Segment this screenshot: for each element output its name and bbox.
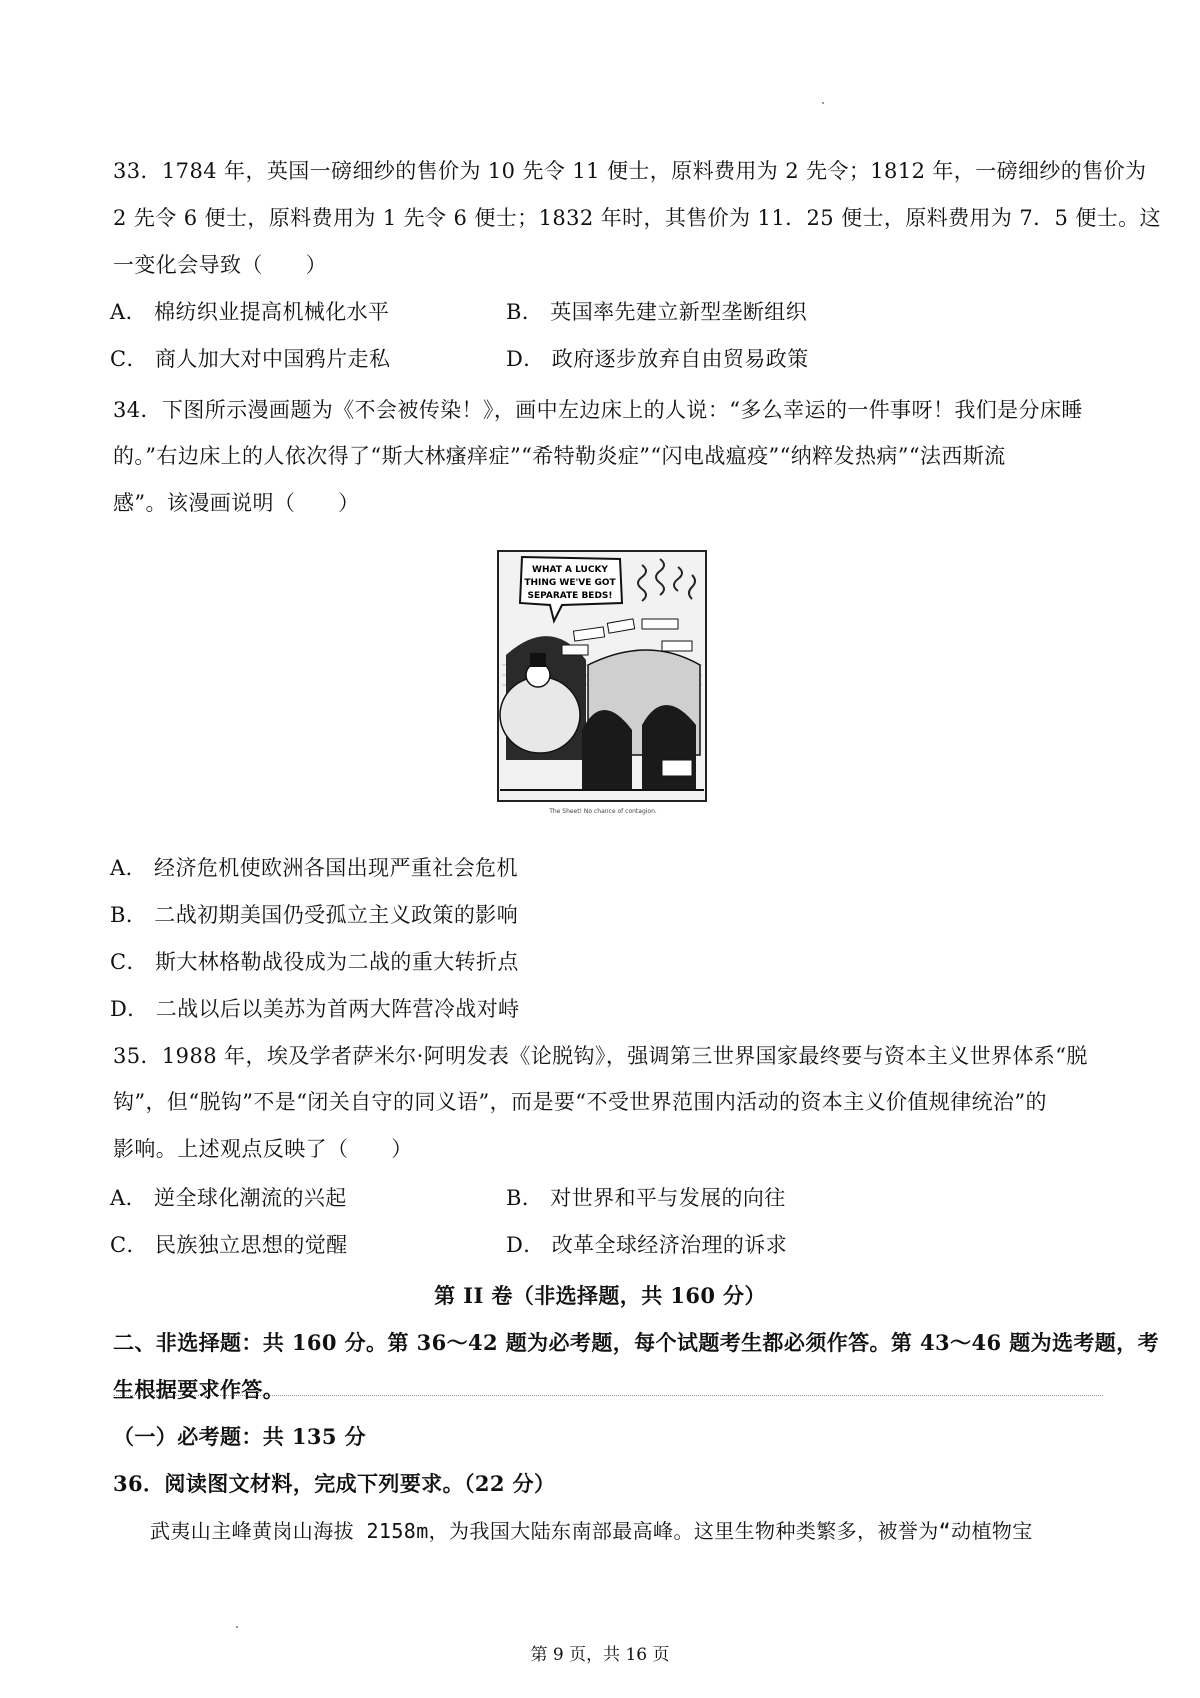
q34-option-a: A． 经济危机使欧洲各国出现严重社会危机 xyxy=(110,856,518,880)
cartoon-speech-line-1: WHAT A LUCKY xyxy=(532,565,608,575)
q33-stem-line-2: 2 先令 6 便士，原料费用为 1 先令 6 便士；1832 年时，其售价为 11．25 便士，原料费用为 7．5 便士。这 xyxy=(113,206,1161,230)
q34-stem-line-2: 的。”右边床上的人依次得了“斯大林瘙痒症”“希特勒炎症”“闪电战瘟疫”“纳粹发热病”“法西斯流 xyxy=(113,444,1006,468)
cartoon-speech-line-3: SEPARATE BEDS! xyxy=(527,591,613,601)
scan-speck xyxy=(822,102,824,104)
q35-stem-line-1: 35．1988 年，埃及学者萨米尔·阿明发表《论脱钩》，强调第三世界国家最终要与资本主义世界体系“脱 xyxy=(113,1044,1088,1068)
section-ii-title: 第 II 卷（非选择题，共 160 分） xyxy=(434,1283,766,1308)
q34-stem-line-1: 34．下图所示漫画题为《不会被传染！》，画中左边床上的人说：“多么幸运的一件事呀！我们是分床睡 xyxy=(113,398,1083,422)
cartoon-image xyxy=(492,545,714,820)
q33-stem-line-3: 一变化会导致（ ） xyxy=(113,253,327,277)
q35-stem-line-3: 影响。上述观点反映了（ ） xyxy=(113,1137,413,1161)
section-ii-intro-line-2: 生根据要求作答。 xyxy=(113,1377,285,1402)
scan-speck xyxy=(236,1626,238,1628)
q33-stem-line-1: 33．1784 年，英国一磅细纱的售价为 10 先令 11 便士，原料费用为 2 先令；1812 年，一磅细纱的售价为 xyxy=(113,159,1147,183)
section-ii-intro-line-1: 二、非选择题：共 160 分。第 36～42 题为必考题，每个试题考生都必须作答。第 43～46 题为选考题，考 xyxy=(113,1330,1159,1355)
q36-material-text: 武夷山主峰黄岗山海拔 2158m，为我国大陆东南部最高峰。这里生物种类繁多，被誉为“动植物宝 xyxy=(150,1519,1033,1543)
q34-stem-line-3: 感”。该漫画说明（ ） xyxy=(113,491,360,515)
q34-option-d: D． 二战以后以美苏为首两大阵营冷战对峙 xyxy=(110,997,520,1021)
cartoon-caption: The Sheet! No chance of contagion. xyxy=(549,808,657,815)
q34-option-b: B． 二战初期美国仍受孤立主义政策的影响 xyxy=(110,903,519,927)
q35-stem-line-2: 钩”，但“脱钩”不是“闭关自守的同义语”，而是要“不受世界范围内活动的资本主义价值规律统治”的 xyxy=(113,1090,1047,1114)
required-subsection-heading: （一）必考题：共 135 分 xyxy=(113,1424,367,1449)
q33-option-b: B． 英国率先建立新型垄断组织 xyxy=(506,300,808,324)
q33-option-d: D． 政府逐步放弃自由贸易政策 xyxy=(506,347,809,371)
q34-option-c: C． 斯大林格勒战役成为二战的重大转折点 xyxy=(110,950,519,974)
q35-option-a: A． 逆全球化潮流的兴起 xyxy=(110,1186,347,1210)
q33-option-a: A． 棉纺织业提高机械化水平 xyxy=(110,300,390,324)
q35-option-b: B． 对世界和平与发展的向往 xyxy=(506,1186,786,1210)
cartoon-speech-line-2: THING WE'VE GOT xyxy=(524,578,616,588)
q33-option-c: C． 商人加大对中国鸦片走私 xyxy=(110,347,391,371)
q35-option-c: C． 民族独立思想的觉醒 xyxy=(110,1233,348,1257)
q35-option-d: D． 改革全球经济治理的诉求 xyxy=(506,1233,788,1257)
q36-heading: 36．阅读图文材料，完成下列要求。（22 分） xyxy=(113,1471,556,1496)
page-footer: 第 9 页，共 16 页 xyxy=(530,1645,670,1665)
